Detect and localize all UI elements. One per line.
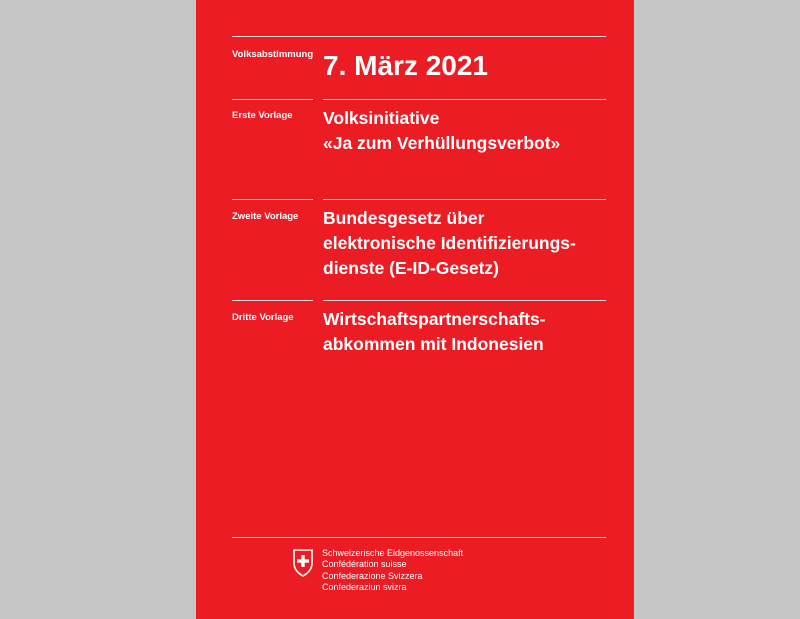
proposal-3-title-line-2: abkommen mit Indonesien xyxy=(323,334,544,354)
divider-left xyxy=(232,99,313,100)
proposal-1-title-line-2: «Ja zum Verhüllungsverbot» xyxy=(323,133,561,153)
federation-name-it: Confederazione Svizzera xyxy=(322,570,423,581)
proposal-2-label: Zweite Vorlage xyxy=(232,211,299,222)
booklet-cover xyxy=(196,0,634,619)
top-divider xyxy=(232,36,606,37)
divider-right xyxy=(323,99,606,100)
proposal-1-title-line-1: Volksinitiative xyxy=(323,108,440,128)
divider-left xyxy=(232,300,313,301)
proposal-2-title-line-1: Bundesgesetz über xyxy=(323,208,485,228)
proposal-3-title xyxy=(323,307,546,357)
proposal-2-title-line-3: dienste (E-ID-Gesetz) xyxy=(323,258,499,278)
swiss-crest-icon xyxy=(293,549,313,577)
divider-left xyxy=(232,199,313,200)
proposal-3-title-line-1: Wirtschaftspartnerschafts- xyxy=(323,309,546,329)
bottom-divider xyxy=(232,537,606,538)
proposal-2-title-line-2: elektronische Identifizierungs- xyxy=(323,233,576,253)
vote-label: Volksabstimmung xyxy=(232,49,314,60)
federation-name-rm: Confederaziun svizra xyxy=(322,581,407,592)
federation-names xyxy=(322,548,463,593)
vote-date: 7. März 2021 xyxy=(323,50,488,81)
federation-name-de: Schweizerische Eidgenossenschaft xyxy=(322,548,464,558)
divider-right xyxy=(323,199,606,200)
divider-right xyxy=(323,300,606,301)
proposal-3-label: Dritte Vorlage xyxy=(232,312,294,323)
proposal-1-label: Erste Vorlage xyxy=(232,110,293,121)
federation-name-fr: Confédération suisse xyxy=(322,559,407,570)
proposal-1-title xyxy=(323,106,560,156)
proposal-2-title xyxy=(323,206,576,281)
